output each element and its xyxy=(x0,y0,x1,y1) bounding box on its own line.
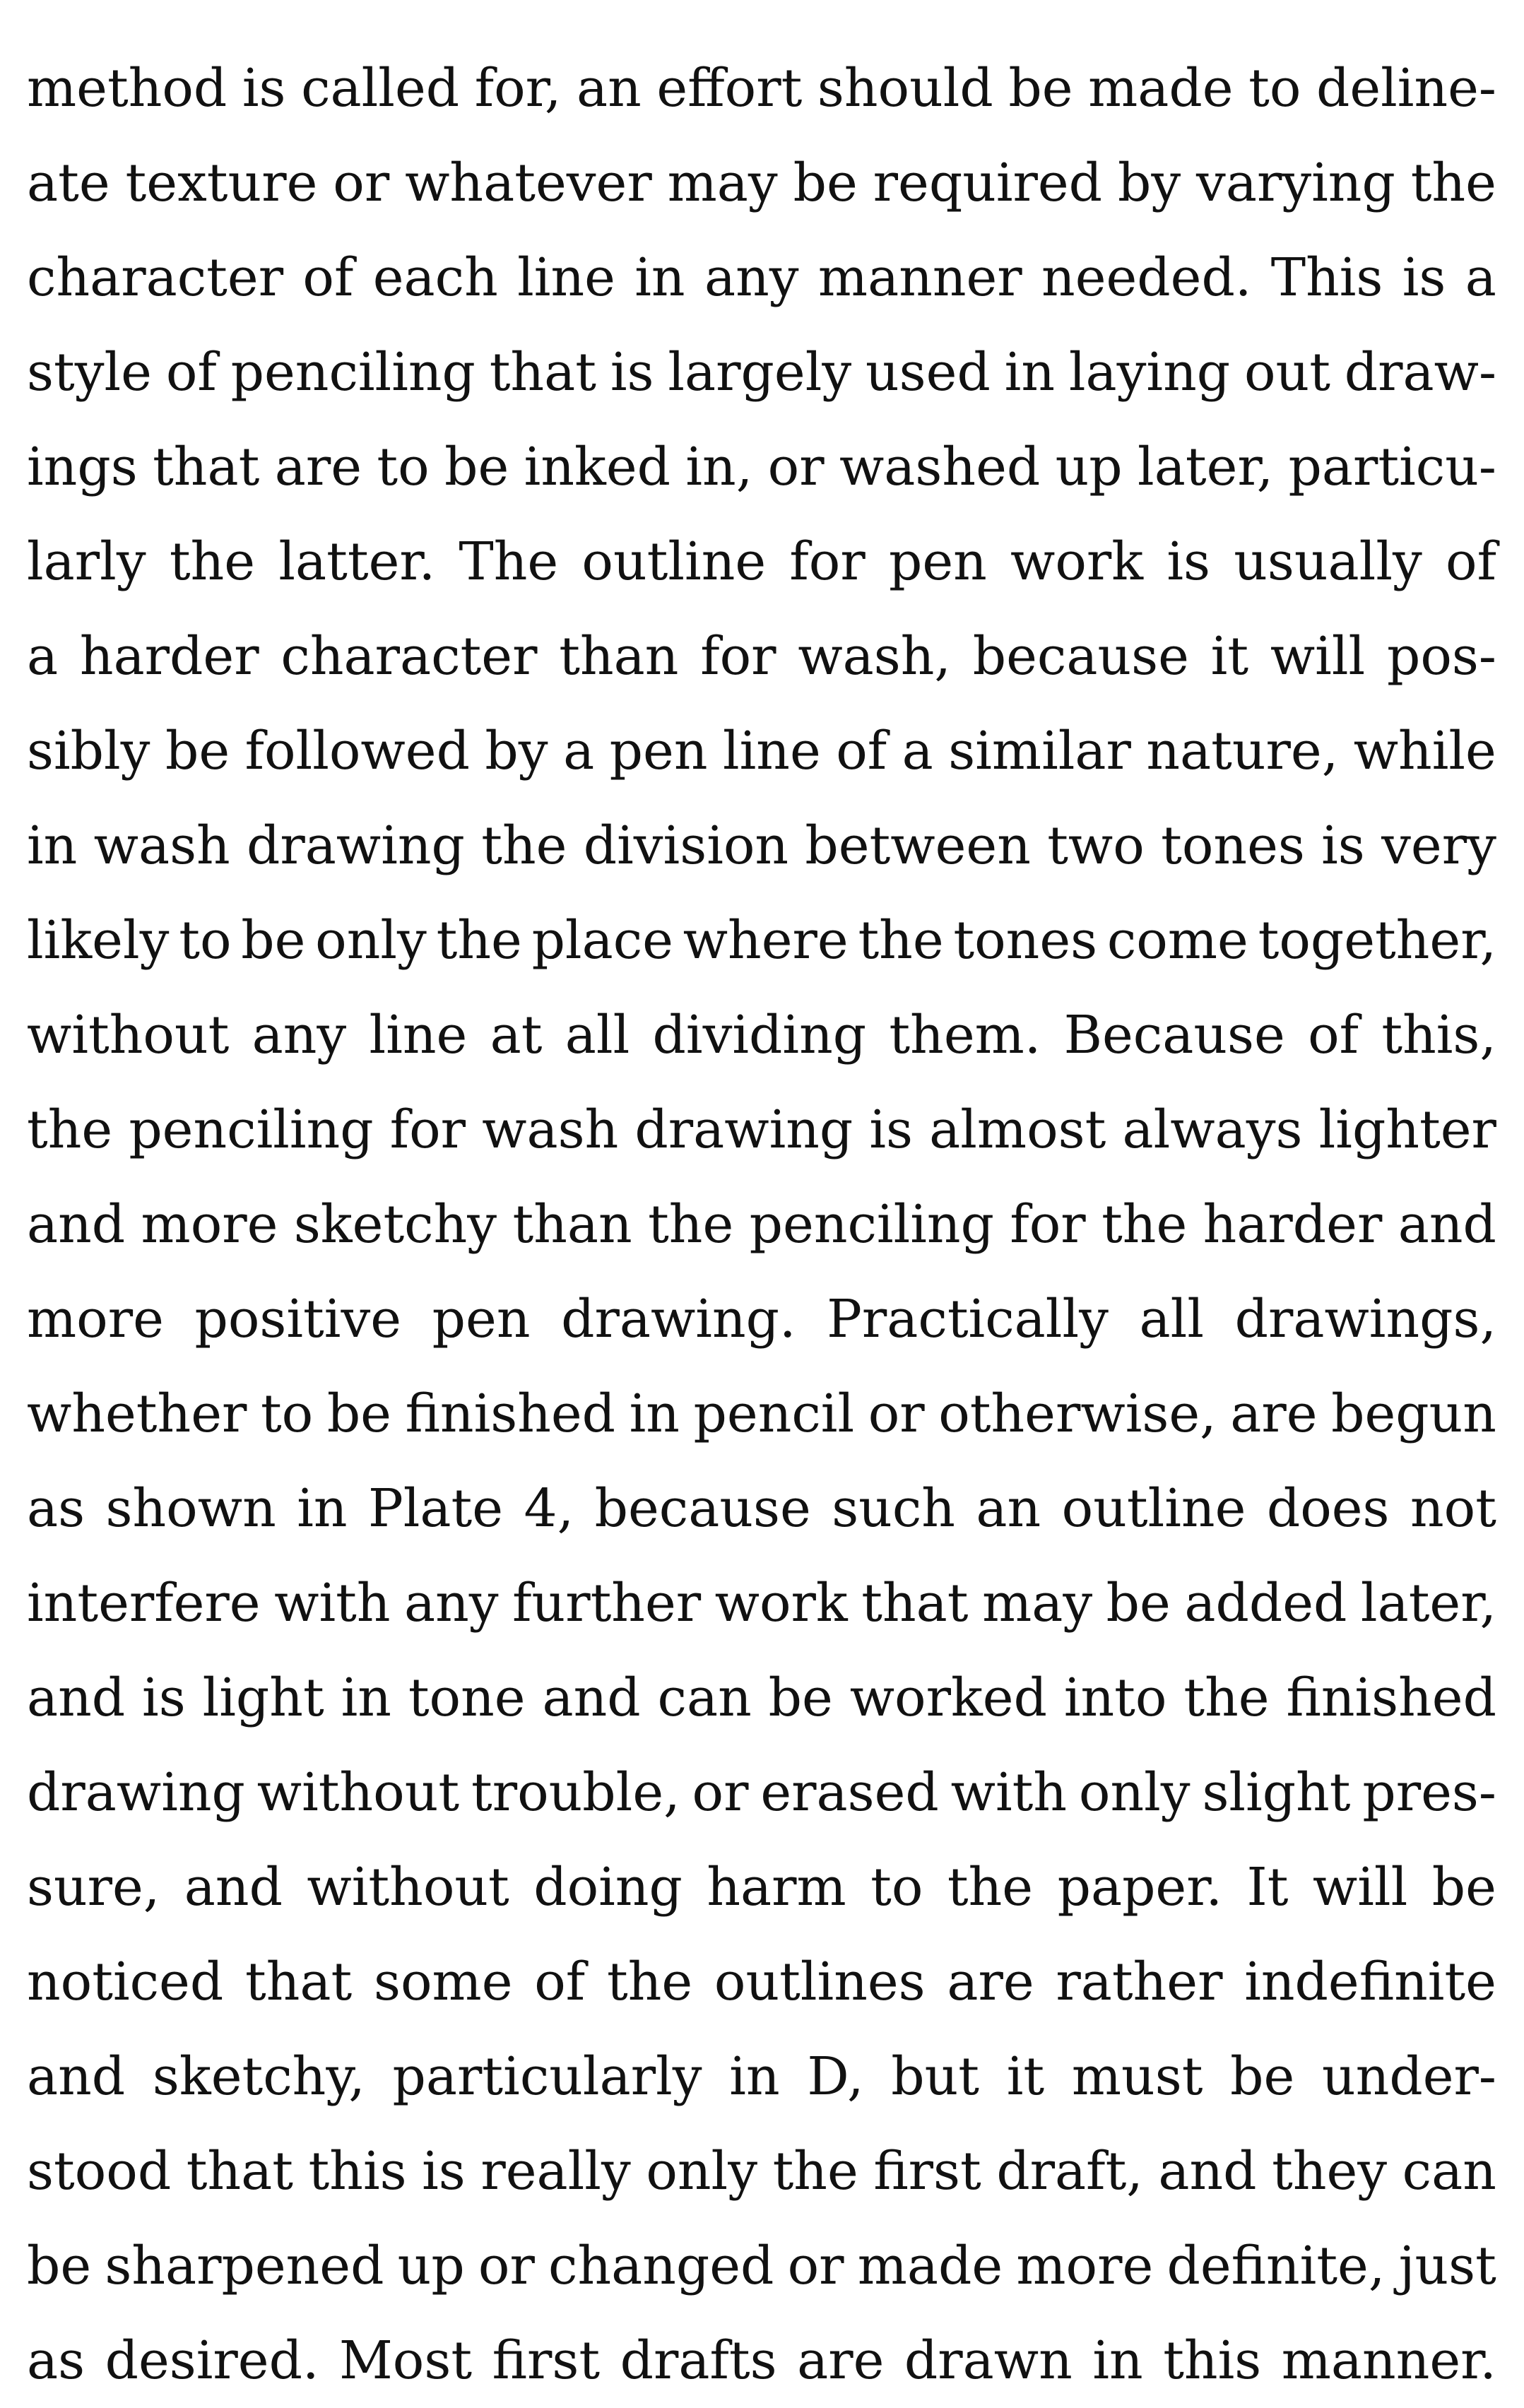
text-line: as shown in Plate 4, because such an outline does not xyxy=(27,1478,1496,1539)
text-line: and more sketchy than the penciling for the harder and xyxy=(27,1194,1496,1255)
body-text xyxy=(27,41,1496,2408)
text-line: style of penciling that is largely used in laying out draw- xyxy=(27,342,1496,403)
text-line: and is light in tone and can be worked into the finished xyxy=(27,1668,1496,1728)
text-line: whether to be finished in pencil or otherwise, are begun xyxy=(27,1383,1496,1444)
text-line: ings that are to be inked in, or washed up later, particu- xyxy=(27,437,1496,497)
text-line: the penciling for wash drawing is almost always lighter xyxy=(27,1099,1496,1160)
text-line: and sketchy, particularly in D, but it must be under- xyxy=(27,2046,1496,2107)
text-line: method is called for, an effort should be made to deline- xyxy=(27,58,1496,119)
text-line: larly the latter. The outline for pen work is usually of xyxy=(27,531,1496,592)
text-line: ate texture or whatever may be required by varying the xyxy=(27,153,1496,213)
text-line: sure, and without doing harm to the paper. It will be xyxy=(27,1857,1496,1918)
text-line: drawing without trouble, or erased with only slight pres- xyxy=(27,1762,1496,1823)
text-line: noticed that some of the outlines are rather indefinite xyxy=(27,1952,1496,2012)
text-line: a harder character than for wash, because it will pos- xyxy=(27,626,1496,687)
text-line: be sharpened up or changed or made more definite, just xyxy=(27,2236,1496,2296)
text-line: more positive pen drawing. Practically all drawings, xyxy=(27,1289,1496,1350)
text-line: sibly be followed by a pen line of a similar nature, while xyxy=(27,721,1496,781)
text-line: character of each line in any manner needed. This is a xyxy=(27,247,1496,308)
text-line: as desired. Most first drafts are drawn in this manner. xyxy=(27,2330,1496,2391)
text-line: interfere with any further work that may be added later, xyxy=(27,1573,1496,1634)
text-line: in wash drawing the division between two tones is very xyxy=(27,815,1496,876)
text-line: likely to be only the place where the tones come together, xyxy=(27,910,1496,971)
text-line: without any line at all dividing them. Because of this, xyxy=(27,1005,1496,1066)
text-line: stood that this is really only the first draft, and they can xyxy=(27,2141,1496,2202)
